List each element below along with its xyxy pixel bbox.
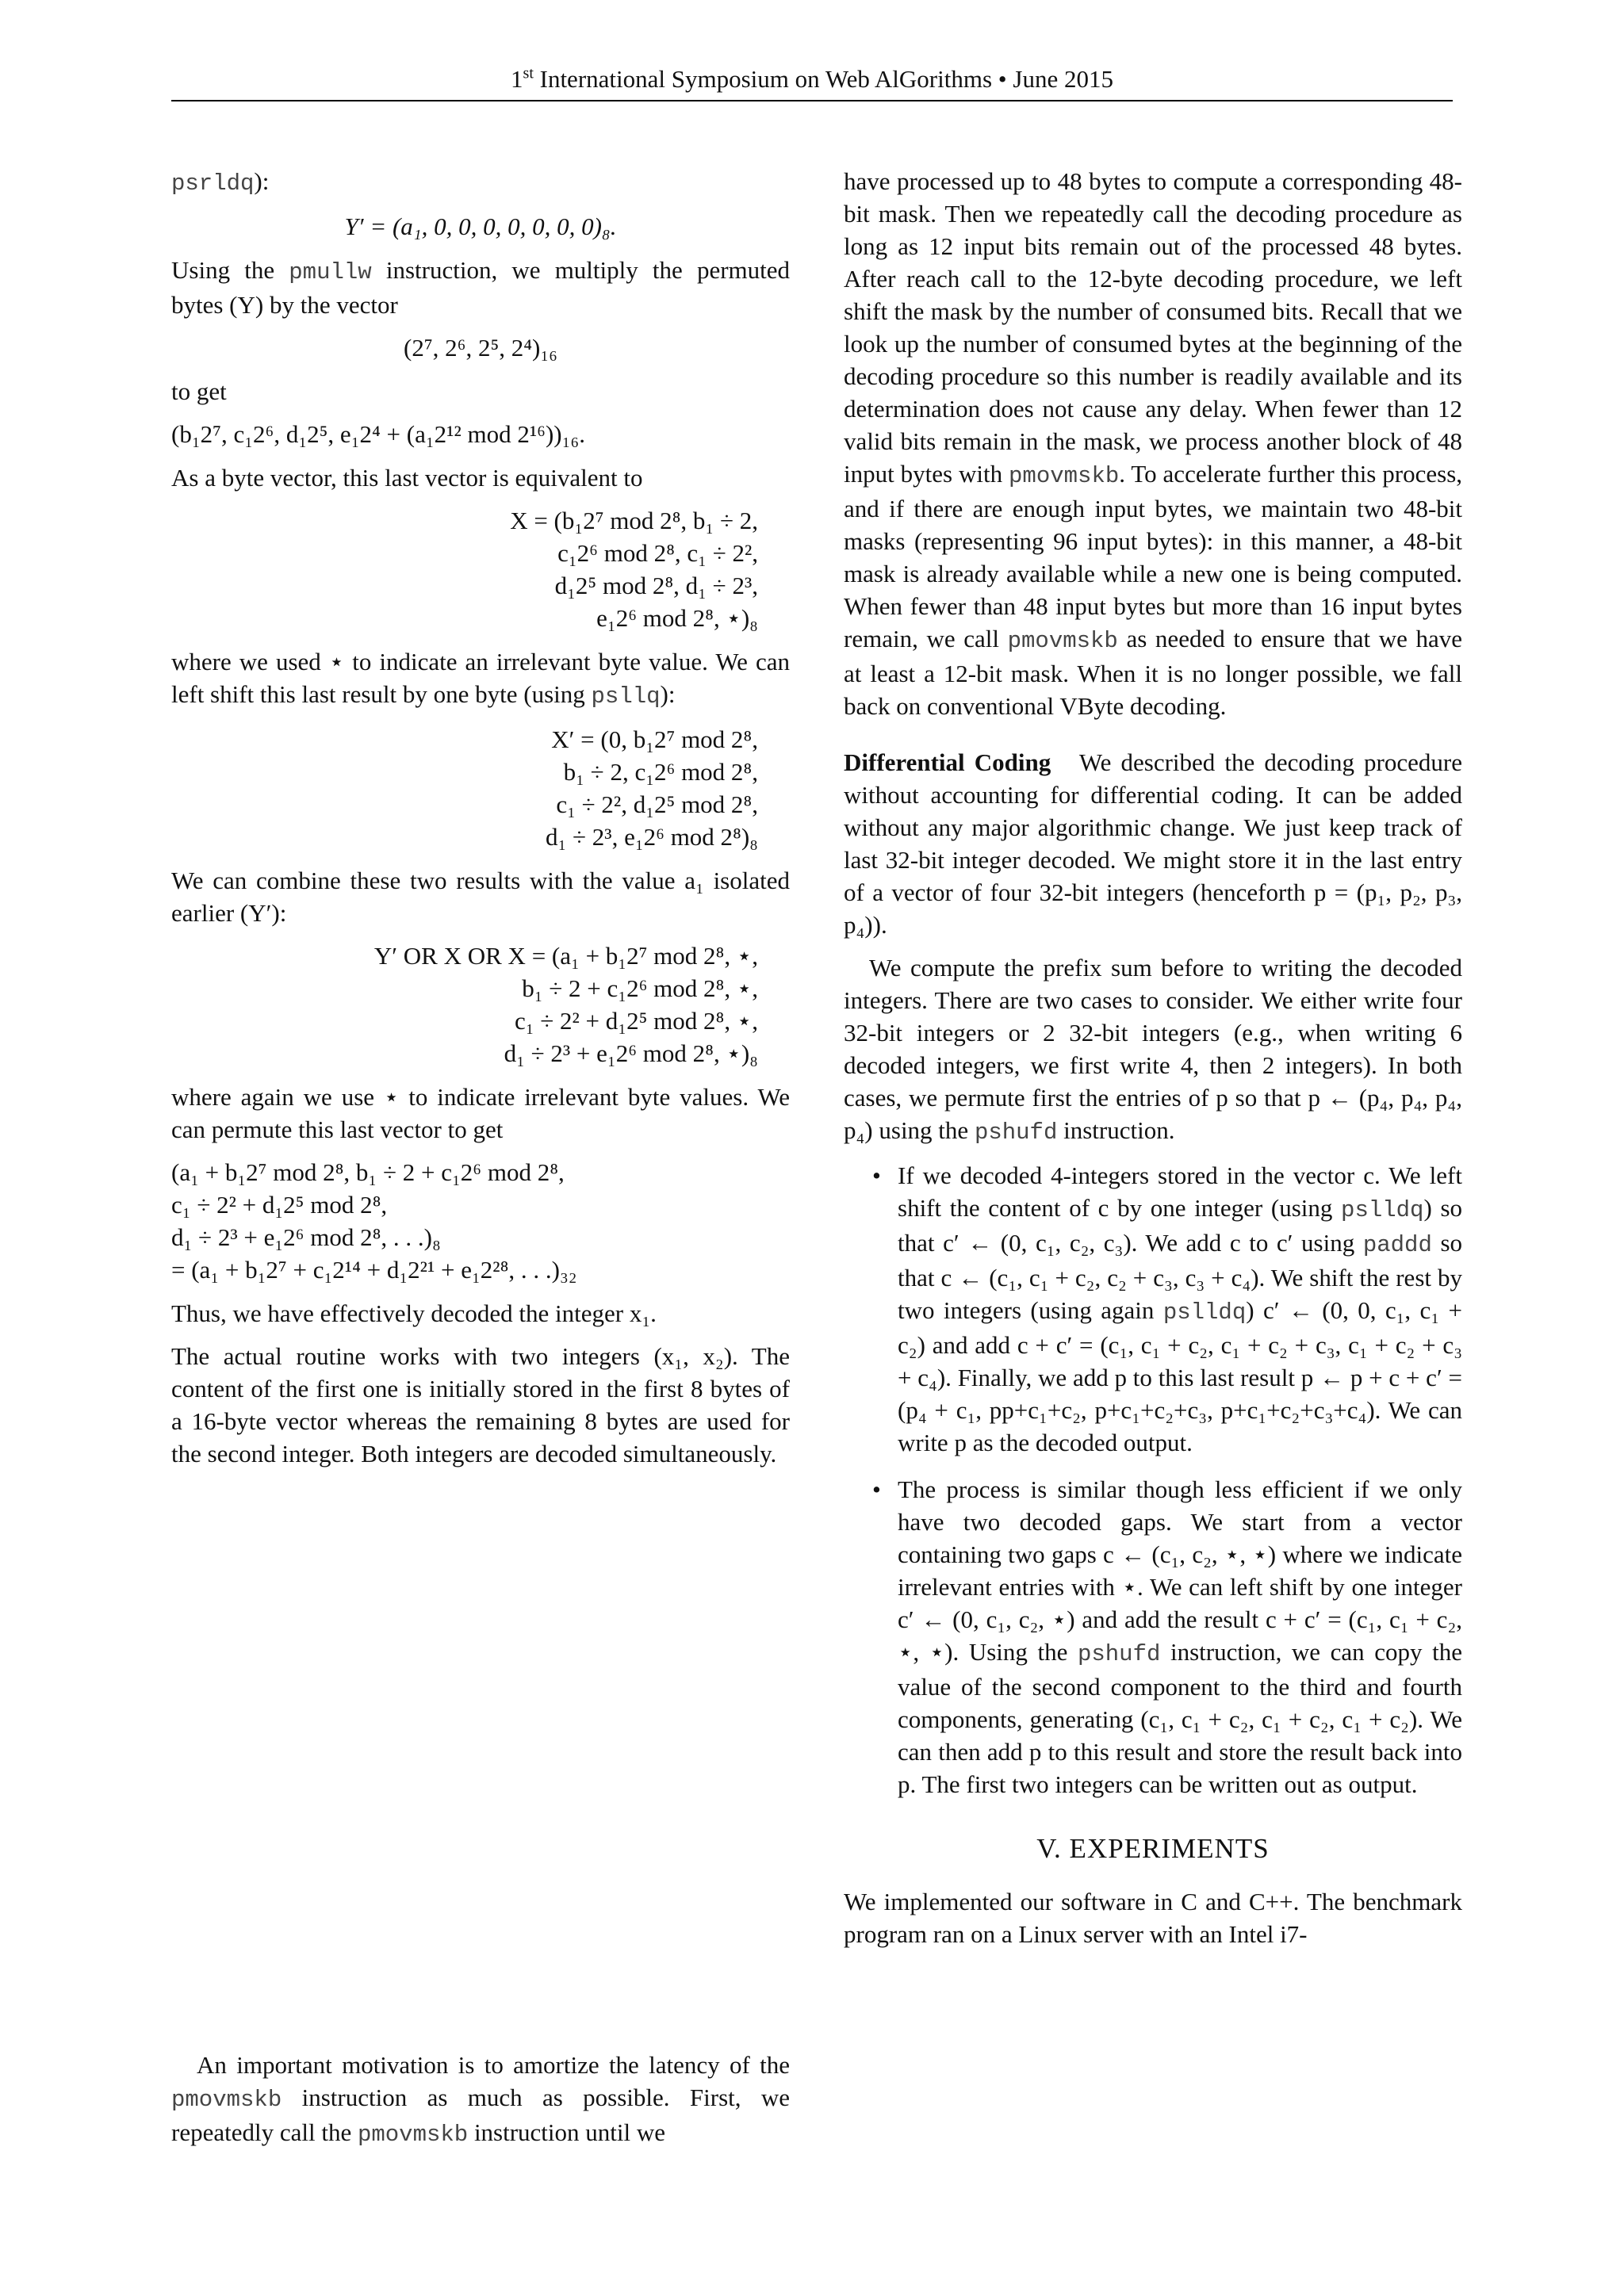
code-pshufd: pshufd [1077,1641,1161,1667]
equation-line: (a₁ + b₁2⁷ mod 2⁸, b₁ ÷ 2 + c₁2⁶ mod 2⁸, [171,1158,565,1186]
equation-line: Y′ OR X OR X = (a₁ + b₁2⁷ mod 2⁸, ⋆, [373,942,758,970]
equation-line: d₁ ÷ 2³ + e₁2⁶ mod 2⁸, ⋆)₈ [504,1039,758,1067]
fragment-psrldq: psrldq): [171,167,270,197]
header-superscript: st [523,64,534,82]
code-paddd: paddd [1362,1232,1432,1258]
equation-line: d₁2⁵ mod 2⁸, d₁ ÷ 2³, [554,572,758,599]
code-pslldq: pslldq [1162,1299,1247,1326]
paragraph-to-get: to get [171,377,227,405]
paragraph-motivation: An important motivation is to amortize the latency of the pmovmskb instruction as much as possible. First, we repeatedly call the pmovmskb instruction until we [171,2051,791,2148]
equation-line: d₁ ÷ 2³, e₁2⁶ mod 2⁸)₈ [545,823,758,851]
left-column-tail [171,2049,790,2161]
equation-or [171,939,790,1070]
paragraph-mask: have processed up to 48 bytes to compute a corresponding 48-bit mask. Then we repeatedly call the decoding procedure as long as 12 input bits remain out of the processed 48 bytes. After reach call to the 12-byte decoding procedure, we left shift the mask by the number of consumed bits. Recall that we look up the number of consumed bytes at the beginning of the decoding procedure so this number is readily available and its determination does not cause any delay. When fewer than 12 valid bits remain in the mask, we process another block of 48 input bytes with pmovmskb. To accelerate further this process, and if there are enough input bytes, we maintain two 48-bit masks (representing 96 input bytes): in this manner, a 48-bit mask is already available while a new one is being computed. When fewer than 48 input bytes but more than 16 input bytes remain, we call pmovmskb as needed to ensure that we have at least a 12-bit mask. When it is no longer possible, we fall back on conventional VByte decoding. [844,167,1463,720]
equation-xprime [171,723,790,853]
equation-line: X = (b₁2⁷ mod 2⁸, b₁ ÷ 2, [510,507,758,534]
code-pmovmskb: pmovmskb [357,2122,469,2148]
paragraph-byte-vector: As a byte vector, this last vector is equivalent to [171,464,643,492]
right-column [844,165,1462,1961]
header-text: International Symposium on Web AlGorithms • June 2015 [539,65,1113,93]
list-item: • If we decoded 4-integers stored in the vector c. We left shift the content of c by one integer (using pslldq) so that c′ ← (0, c₁, c₂, c₃). We add c to c′ using paddd so that c ← (c₁, c₁ + c₂, c₂ + c₃, c₃ + c₄). We shift the rest by two integers (using again pslldq) c′ ← (0, 0, c₁, c₁ + c₂) and add c + c′ = (c₁, c₁ + c₂, c₁ + c₂ + c₃, c₁ + c₂ + c₃ + c₄). Finally, we add p to this last result p ← p + c + c′ = (p₄ + c₁, pp+c₁+c₂, p+c₁+c₂+c₃, p+c₁+c₂+c₃+c₄). We can write p as the decoded output. [844,1159,1462,1459]
equation-line: X′ = (0, b₁2⁷ mod 2⁸, [551,725,758,753]
paragraph-prefix-sum: We compute the prefix sum before to writing the decoded integers. There are two cases to consider. We either write four 32-bit integers or 2 32-bit integers (e.g., when writing 6 decoded integers, we first write 4, then 2 integers). In both cases, we permute first the entries of p so that p ← (p₄, p₄, p₄, p₄) using the pshufd instruction. [844,954,1462,1146]
header-ordinal: 1 [511,65,523,93]
equation-line: c₁2⁶ mod 2⁸, c₁ ÷ 2², [557,539,758,567]
code-pmovmskb: pmovmskb [1007,628,1118,654]
code-psrldq: psrldq [171,170,255,197]
equation-line: b₁ ÷ 2, c₁2⁶ mod 2⁸, [563,758,758,786]
code-pmullw: pmullw [289,259,372,285]
paragraph-experiments: We implemented our software in C and C++. The benchmark program ran on a Linux server with an Intel i7- [844,1888,1462,1948]
paragraph-pmullw: Using the pmullw instruction, we multiply the permuted bytes (Y) by the vector [171,256,791,319]
paragraph-irrelevant-byte: where we used ⋆ to indicate an irrelevant byte value. We can left shift this last result by one byte (using psllq): [171,648,790,710]
equation-line: b₁ ÷ 2 + c₁2⁶ mod 2⁸, ⋆, [522,974,758,1002]
paragraph-differential-coding: Differential Coding We described the decoding procedure without accounting for differential coding. It can be added without any major algorithmic change. We just keep track of last 32-bit integer decoded. We might store it in the last entry of a vector of four 32-bit integers (henceforth p = (p₁, p₂, p₃, p₄)). [844,748,1462,939]
equation-line: c₁ ÷ 2², d₁2⁵ mod 2⁸, [556,790,758,818]
equation-line: e₁2⁶ mod 2⁸, ⋆)₈ [596,604,758,632]
subsection-title: Differential Coding [844,748,1051,776]
equation-final [171,1156,790,1286]
equation-yprime: Y′ = (a₁, 0, 0, 0, 0, 0, 0, 0)₈. [344,212,617,240]
code-pslldq: pslldq [1341,1197,1424,1223]
paragraph-again: where again we use ⋆ to indicate irrelevant byte values. We can permute this last vector to get [171,1083,790,1143]
equation-line: d₁ ÷ 2³ + e₁2⁶ mod 2⁸, . . .)₈ [171,1223,441,1251]
paragraph-actual-routine: The actual routine works with two integers (x₁, x₂). The content of the first one is initially stored in the first 8 bytes of a 16-byte vector whereas the remaining 8 bytes are used for the second integer. Both integers are decoded simultaneously. [171,1342,790,1468]
equation-vector: (2⁷, 2⁶, 2⁵, 2⁴)₁₆ [404,334,557,362]
code-pmovmskb: pmovmskb [171,2087,282,2113]
equation-line: c₁ ÷ 2² + d₁2⁵ mod 2⁸, ⋆, [514,1007,758,1035]
paragraph-thus: Thus, we have effectively decoded the integer x₁. [171,1299,657,1327]
code-pmovmskb: pmovmskb [1009,463,1120,489]
equation-product: (b₁2⁷, c₁2⁶, d₁2⁵, e₁2⁴ + (a₁2¹² mod 2¹⁶))₁₆. [171,420,585,448]
bullet-icon: • [872,1475,881,1503]
left-column [171,165,790,1480]
code-psllq: psllq [591,683,661,710]
code-pshufd: pshufd [974,1119,1058,1146]
equation-x [171,504,790,634]
bullet-icon: • [872,1161,881,1189]
running-header [171,63,1453,101]
section-heading: V. EXPERIMENTS [1036,1833,1270,1864]
equation-line: = (a₁ + b₁2⁷ + c₁2¹⁴ + d₁2²¹ + e₁2²⁸, . . .)₃₂ [171,1256,577,1284]
list-item: • The process is similar though less efficient if we only have two decoded gaps. We start from a vector containing two gaps c ← (c₁, c₂, ⋆, ⋆) where we indicate irrelevant entries with ⋆. We can left shift by one integer c′ ← (0, c₁, c₂, ⋆) and add the result c + c′ = (c₁, c₁ + c₂, ⋆, ⋆). Using the pshufd instruction, we can copy the value of the second component to the third and fourth components, generating (c₁, c₁ + c₂, c₁ + c₂, c₁ + c₂). We can then add p to this result and store the result back into p. The first two integers can be written out as output. [844,1473,1462,1800]
paragraph-combine: We can combine these two results with the value a₁ isolated earlier (Y′): [171,867,790,927]
equation-line: c₁ ÷ 2² + d₁2⁵ mod 2⁸, [171,1191,388,1219]
